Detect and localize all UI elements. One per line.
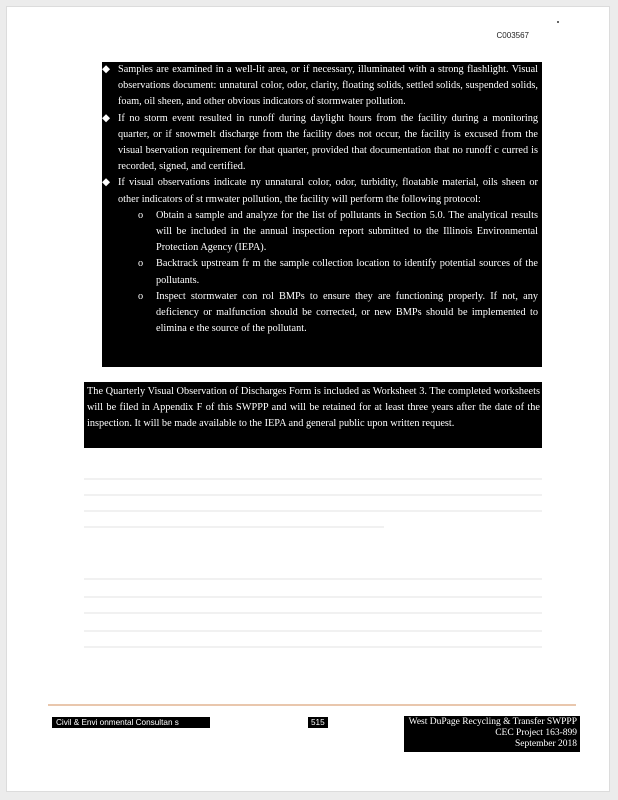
bleed-through-line (84, 596, 542, 598)
bleed-through-line (84, 494, 542, 496)
footer-date: September 2018 (514, 739, 577, 749)
diamond-bullet-icon: ◆ (102, 177, 110, 189)
footer-project-number: CEC Project 163-899 (495, 728, 577, 738)
sub-item-text: Inspect stormwater con rol BMPs to ensure they are functioning properly. If not, any deficiency or malfunction should be corrected, or new BMPs should be implemented to elimina e the source of the pollutant. (156, 290, 538, 335)
diamond-bullet-icon: ◆ (102, 112, 110, 124)
bullet-text: Samples are examined in a well-lit area, or if necessary, illuminated with a strong flashlight. Visual observations document: unnatural color, odor, clarity, floating solids, settled solids, suspended solids, foam, oil sheen, and other obvious indicators of stormwater pollution. (118, 64, 538, 108)
paragraph-text: The Quarterly Visual Observation of Discharges Form is included as Worksheet 3. The completed worksheets will be filed in Appendix F of this SWPPP and will be retained for at least three years after the date of the inspection. It will be made available to the IEPA and general public upon written request. (87, 386, 540, 429)
sub-item (138, 256, 538, 288)
bullet-item (102, 175, 542, 207)
document-id: C003567 (496, 31, 529, 40)
sub-item (138, 208, 538, 257)
footer-company: Civil & Envi onmental Consultan s (52, 717, 210, 728)
bullet-item (102, 62, 542, 111)
protocol-steps (138, 208, 538, 338)
circle-bullet-icon: o (138, 290, 144, 302)
bullet-text: If no storm event resulted in runoff during daylight hours from the facility during a monitoring quarter, or if snowmelt discharge from the facility does not occur, the facility is excused from the visual bservation requirement for that quarter, provided that documentation that no runoff c curred is recorded, signed, and certified. (118, 112, 538, 173)
sub-item (138, 289, 538, 338)
footer-divider (48, 704, 576, 706)
bleed-through-line (84, 630, 542, 632)
diamond-bullet-icon: ◆ (102, 64, 110, 75)
bleed-through-line (84, 526, 384, 528)
worksheet-paragraph (84, 382, 542, 448)
scan-speck (557, 21, 559, 23)
footer-project-title: West DuPage Recycling & Transfer SWPPP (408, 717, 577, 727)
bullet-item (102, 111, 542, 176)
circle-bullet-icon: o (138, 258, 144, 270)
bleed-through-line (84, 612, 542, 614)
bleed-through-line (84, 478, 542, 480)
footer-project-info (404, 716, 580, 752)
bleed-through-line (84, 510, 542, 512)
bleed-through-line (84, 646, 542, 648)
page-number: 515 (308, 717, 328, 728)
circle-bullet-icon: o (138, 209, 144, 221)
bleed-through-line (84, 578, 542, 580)
sub-item-text: Obtain a sample and analyze for the list of pollutants in Section 5.0. The analytical results will be included in the annual inspection report submitted to the Illinois Environmental Protection Agency (IEPA). (156, 209, 538, 254)
bullet-text: If visual observations indicate ny unnatural color, odor, turbidity, floatable material, oils sheen or other indicators of st rmwater pollution, the facility will perform the following protocol: (118, 177, 538, 205)
sub-item-text: Backtrack upstream fr m the sample collection location to identify potential sources of the pollutants. (156, 258, 538, 286)
protocol-block (102, 62, 542, 367)
